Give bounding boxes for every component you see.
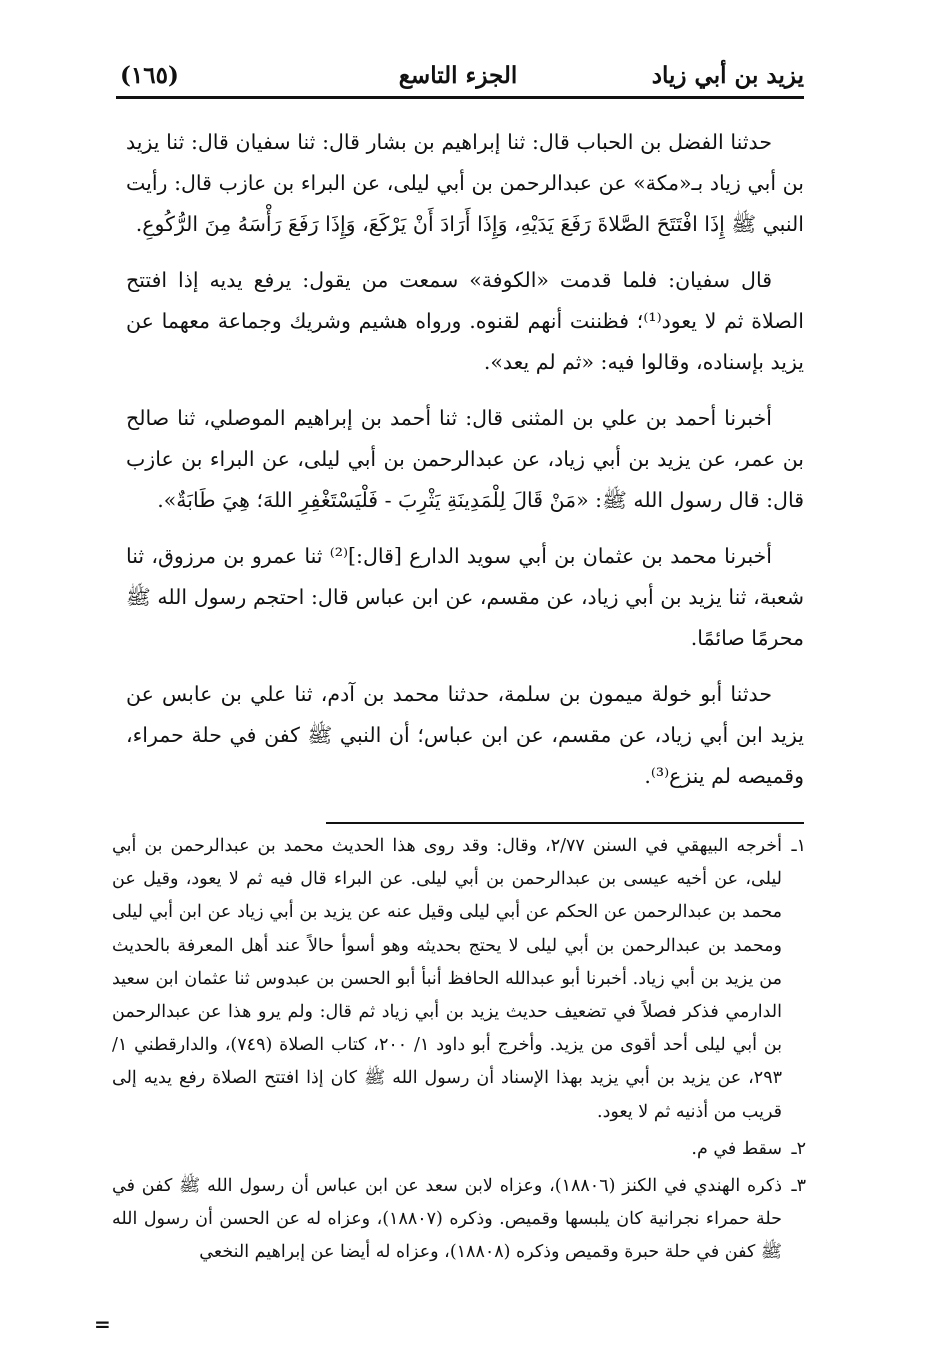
hadith-paragraph-5: حدثنا أبو خولة ميمون بن سلمة، حدثنا محمد بن آدم، ثنا علي بن عابس عن يزيد ابن أبي زياد، عن مقسم، عن ابن عباس؛ أن النبي ﷺ كفن في حلة حمراء، وقميصه لم ينزع⁽³⁾. bbox=[126, 682, 804, 788]
hadith-paragraph-4: أخبرنا محمد بن عثمان بن أبي سويد الدارع [قال:]⁽²⁾ ثنا عمرو بن مرزوق، ثنا شعبة، ثنا يزيد بن أبي زياد، عن مقسم، عن ابن عباس قال: احتجم رسول الله ﷺ محرمًا صائمًا. bbox=[126, 544, 804, 650]
footnote-number: ٣ـ bbox=[791, 1176, 806, 1197]
footnote-2 bbox=[112, 1133, 806, 1166]
running-header bbox=[112, 54, 804, 98]
footnote-number: ٢ـ bbox=[791, 1138, 806, 1159]
header-volume: الجزء التاسع bbox=[398, 62, 518, 89]
footnote-text: ذكره الهندي في الكنز (١٨٨٠٦)، وعزاه لابن سعد عن ابن عباس أن رسول الله ﷺ كفن في حلة حمراء نجرانية كان يلبسها وقميص. وذكره (١٨٨٠٧)، وعزاه له عن الحسن أن رسول الله ﷺ كفن في حلة حبرة وقميص وذكره (١٨٨٠٨)، وعزاه له أيضا عن إبراهيم النخعي bbox=[112, 1176, 782, 1263]
main-text bbox=[126, 122, 804, 812]
footnote-1 bbox=[112, 830, 806, 1129]
header-rule bbox=[116, 96, 804, 99]
page-number: (١٦٥) bbox=[120, 62, 179, 89]
footnotes bbox=[112, 830, 806, 1270]
header-author: يزيد بن أبي زياد bbox=[651, 62, 804, 89]
footnote-number: ١ـ bbox=[791, 836, 806, 856]
hadith-paragraph-3: أخبرنا أحمد بن علي بن المثنى قال: ثنا أحمد بن إبراهيم الموصلي، ثنا صالح بن عمر، عن يزيد بن أبي زياد، عن عبدالرحمن بن أبي ليلى، عن البراء بن عازب قال: قال رسول الله ﷺ: «مَنْ قَالَ لِلْمَدِينَةِ يَثْرِبَ - فَلْيَسْتَغْفِرِ اللهَ؛ هِيَ طَابَةٌ». bbox=[126, 406, 804, 512]
footnote-rule bbox=[326, 822, 804, 824]
hadith-paragraph-1: حدثنا الفضل بن الحباب قال: ثنا إبراهيم بن بشار قال: ثنا سفيان قال: ثنا يزيد بن أبي زياد بـ«مكة» عن عبدالرحمن بن أبي ليلى، عن البراء بن عازب قال: رأيت النبي ﷺ إِذَا افْتَتَحَ الصَّلاةَ رَفَعَ يَدَيْهِ، وَإِذَا أَرَادَ أَنْ يَرْكَعَ، وَإِذَا رَفَعَ رَأْسَهُ مِنَ الرُّكُوعِ. bbox=[126, 130, 804, 236]
footnote-3 bbox=[112, 1170, 806, 1270]
footnote-text: سقط في م. bbox=[691, 1138, 782, 1159]
footnote-text: أخرجه البيهقي في السنن ٢/٧٧، وقال: وقد روى هذا الحديث محمد بن عبدالرحمن بن أبي ليلى، عن أخيه عيسى بن عبدالرحمن بن أبي ليلى. عن البراء قال فيه ثم لا يعود، وقيل عن محمد بن عبدالرحمن عن الحكم عن أبي ليلى وقيل عنه عن يزيد بن أبي زياد عن ابن أبي ليلى ومحمد بن عبدالرحمن بن أبي ليلى لا يحتج بحديثه وهو أسوأ حالاً عند أهل المعرفة بالحديث من يزيد بن أبي زياد. أخبرنا أبو عبدالله الحافظ أنبأ أبو الحسن بن عبدوس ثنا عثمان ابن سعيد الدارمي فذكر فصلاً في تضعيف حديث يزيد بن أبي زياد ثم قال: ولم يرو هذا عن عبدالرحمن بن أبي ليلى أحد أقوى من يزيد. وأخرج أبو داود ١/ ٢٠٠، كتاب الصلاة (٧٤٩)، والدارقطني ١/ ٢٩٣، عن يزيد بن أبي يزيد بهذا الإسناد أن رسول الله ﷺ كان إذا افتتح الصلاة رفع يديه إلى قريب من أذنيه ثم لا يعود. bbox=[112, 836, 782, 1122]
continuation-mark: = bbox=[94, 1312, 111, 1336]
hadith-paragraph-2: قال سفيان: فلما قدمت «الكوفة» سمعت من يقول: يرفع يديه إذا افتتح الصلاة ثم لا يعود⁽¹⁾؛ فظننت أنهم لقنوه. ورواه هشيم وشريك وجماعة معهما عن يزيد بإسناده، وقالوا فيه: «ثم لم يعد». bbox=[126, 268, 804, 374]
